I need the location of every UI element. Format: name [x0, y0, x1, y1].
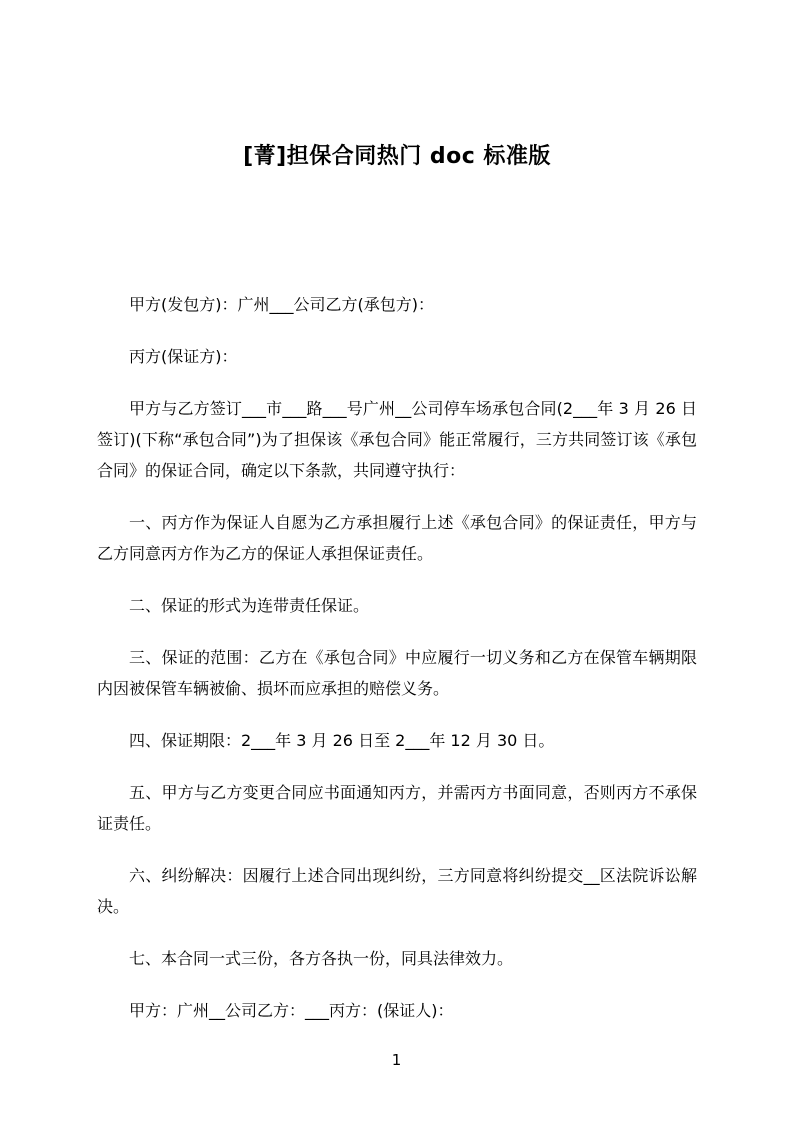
- paragraph-clause-3: 三、保证的范围：乙方在《承包合同》中应履行一切义务和乙方在保管车辆期限内因被保管车辆被偷、损坏而应承担的赔偿义务。: [97, 648, 697, 698]
- paragraph-party-c: 丙方(保证方)：: [129, 347, 238, 366]
- paragraph-clause-5: 五、甲方与乙方变更合同应书面通知丙方，并需丙方书面同意，否则丙方不承保证责任。: [97, 783, 697, 833]
- document-title: [菁]担保合同热门 doc 标准版: [243, 144, 551, 169]
- page-number: 1: [391, 1051, 402, 1069]
- document-content: [97, 0, 697, 1047]
- paragraph-clause-7: 七、本合同一式三份，各方各执一份，同具法律效力。: [129, 949, 514, 968]
- paragraph-signatures: 甲方：广州__公司乙方：___丙方：(保证人)：: [129, 1001, 454, 1020]
- paragraph-clause-4: 四、保证期限：2___年 3 月 26 日至 2___年 12 月 30 日。: [129, 731, 555, 750]
- paragraph-party-a: 甲方(发包方)：广州___公司乙方(承包方)：: [129, 295, 434, 314]
- paragraph-clause-1: 一、丙方作为保证人自愿为乙方承担履行上述《承包合同》的保证责任，甲方与乙方同意丙方作为乙方的保证人承担保证责任。: [97, 513, 697, 563]
- paragraph-preamble: 甲方与乙方签订___市___路___号广州__公司停车场承包合同(2___年 3 月 26 日签订)(下称“承包合同”)为了担保该《承包合同》能正常履行，三方共同签订该《承包合同》的保证合同，确定以下条款，共同遵守执行：: [97, 399, 697, 480]
- document-body: [97, 289, 697, 1026]
- paragraph-clause-2: 二、保证的形式为连带责任保证。: [129, 596, 370, 615]
- paragraph-clause-6: 六、纠纷解决：因履行上述合同出现纠纷，三方同意将纠纷提交__区法院诉讼解决。: [97, 866, 697, 916]
